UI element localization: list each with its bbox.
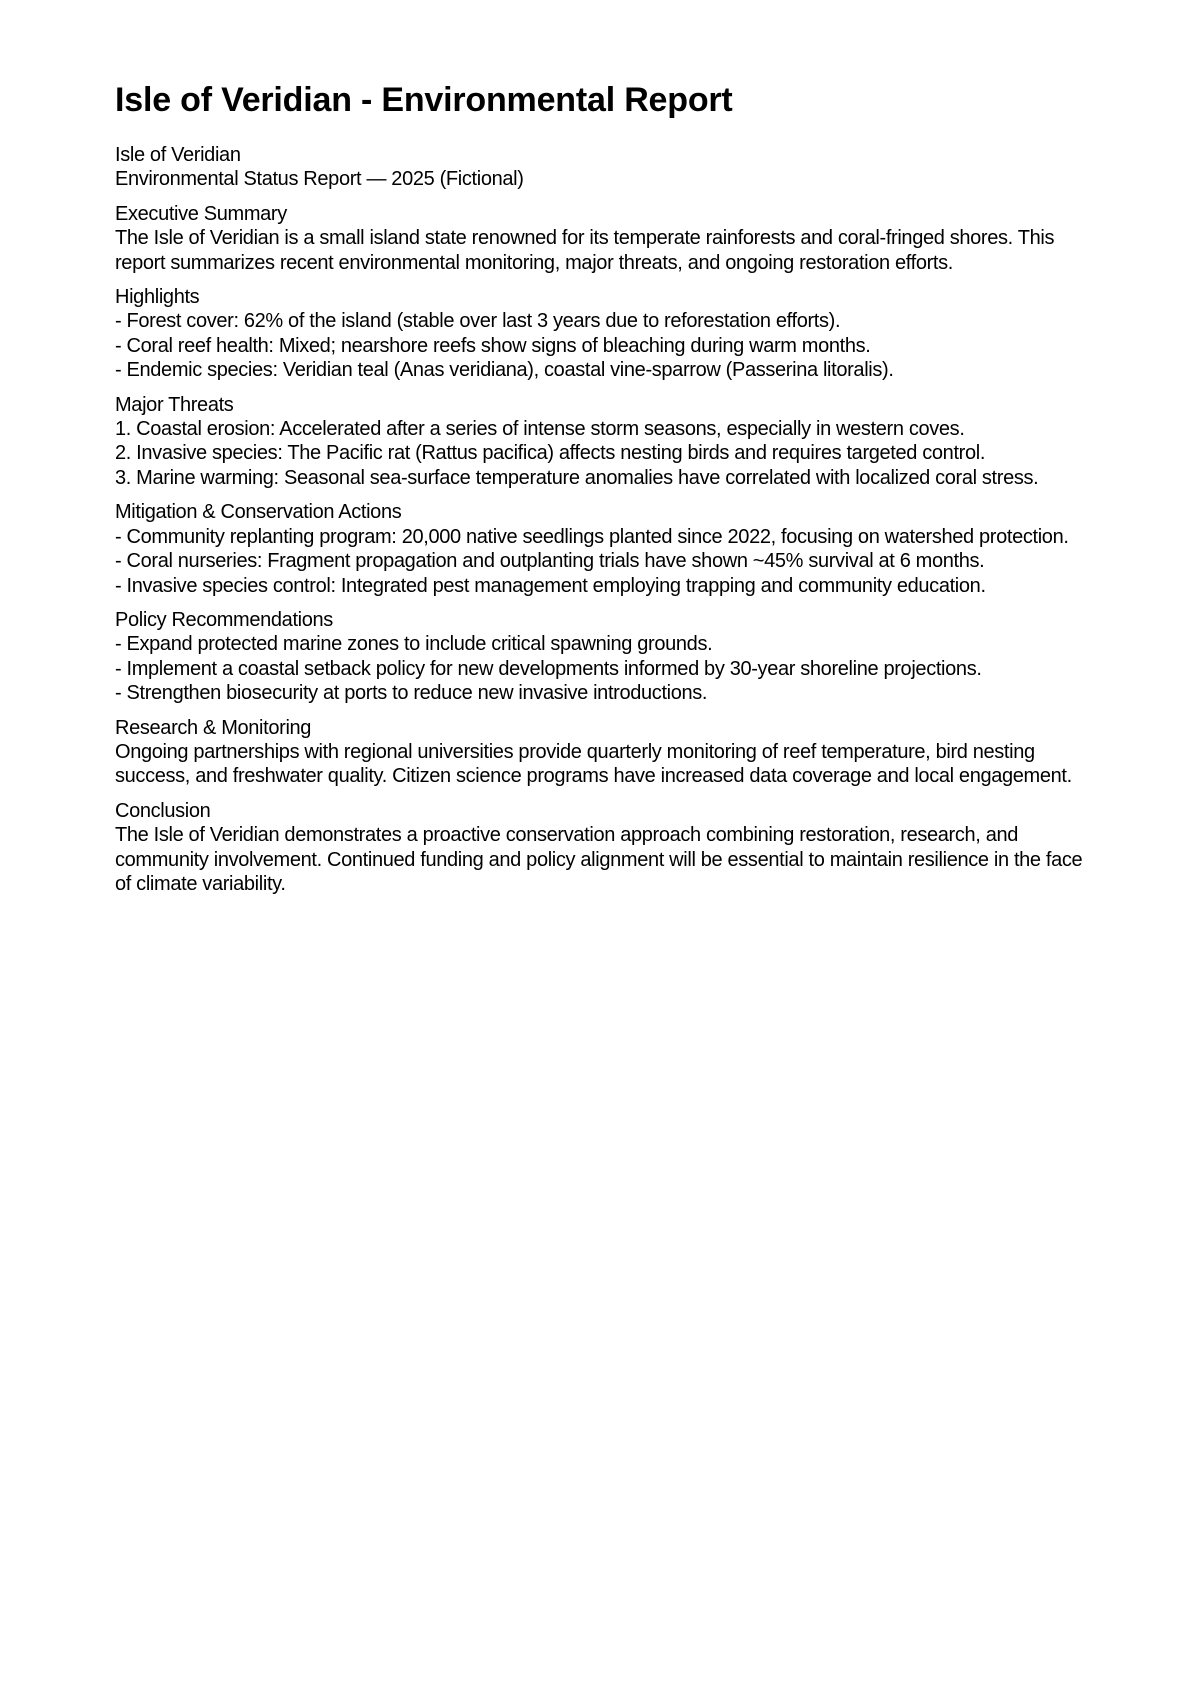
section-heading: Research & Monitoring [115,716,312,739]
list-item: - Community replanting program: 20,000 native seedlings planted since 2022, focusing on watershed protection. [115,525,1069,548]
section-research [115,716,1095,789]
list-item: - Forest cover: 62% of the island (stable over last 3 years due to reforestation efforts). [115,310,841,333]
section-heading: Mitigation & Conservation Actions [115,501,402,524]
section-heading: Policy Recommendations [115,608,333,631]
section-paragraph: The Isle of Veridian demonstrates a proactive conservation approach combining restoration, research, and community involvement. Continued funding and policy alignment will be essential to maintain resilience in the face of climate variability. [115,824,1083,895]
list-item: - Coral nurseries: Fragment propagation and outplanting trials have shown ~45% survival at 6 months. [115,550,985,573]
list-item: 1. Coastal erosion: Accelerated after a series of intense storm seasons, especially in western coves. [115,418,965,441]
section-heading: Major Threats [115,393,234,416]
section-heading: Conclusion [115,799,211,822]
list-item: - Strengthen biosecurity at ports to reduce new invasive introductions. [115,682,708,705]
section-paragraph: The Isle of Veridian is a small island state renowned for its temperate rainforests and coral-fringed shores. This report summarizes recent environmental monitoring, major threats, and ongoing restoration efforts. [115,227,1055,274]
list-item: 2. Invasive species: The Pacific rat (Rattus pacifica) affects nesting birds and requires targeted control. [115,442,986,465]
intro-line-report: Environmental Status Report — 2025 (Fictional) [115,168,524,191]
section-highlights [115,285,1095,383]
list-item: - Invasive species control: Integrated pest management employing trapping and community education. [115,574,986,597]
list-item: - Endemic species: Veridian teal (Anas veridiana), coastal vine-sparrow (Passerina litoralis). [115,359,894,382]
list-item: - Coral reef health: Mixed; nearshore reefs show signs of bleaching during warm months. [115,334,871,357]
section-mitigation [115,500,1095,598]
intro-line-island: Isle of Veridian [115,144,241,166]
list-item: 3. Marine warming: Seasonal sea-surface temperature anomalies have correlated with localized coral stress. [115,466,1039,489]
list-item: - Expand protected marine zones to include critical spawning grounds. [115,633,713,656]
document-page [115,78,1095,906]
section-heading: Highlights [115,286,200,309]
list-item: - Implement a coastal setback policy for new developments informed by 30-year shoreline projections. [115,657,982,680]
section-heading: Executive Summary [115,202,287,225]
section-policy [115,608,1095,706]
document-body [115,143,1095,896]
section-major-threats [115,393,1095,491]
section-paragraph: Ongoing partnerships with regional universities provide quarterly monitoring of reef temperature, bird nesting success, and freshwater quality. Citizen science programs have increased data coverage and local engagement. [115,740,1072,788]
section-conclusion [115,799,1095,897]
section-executive-summary [115,202,1095,275]
page-title: Isle of Veridian - Environmental Report [115,81,733,119]
intro-block [115,143,1095,192]
